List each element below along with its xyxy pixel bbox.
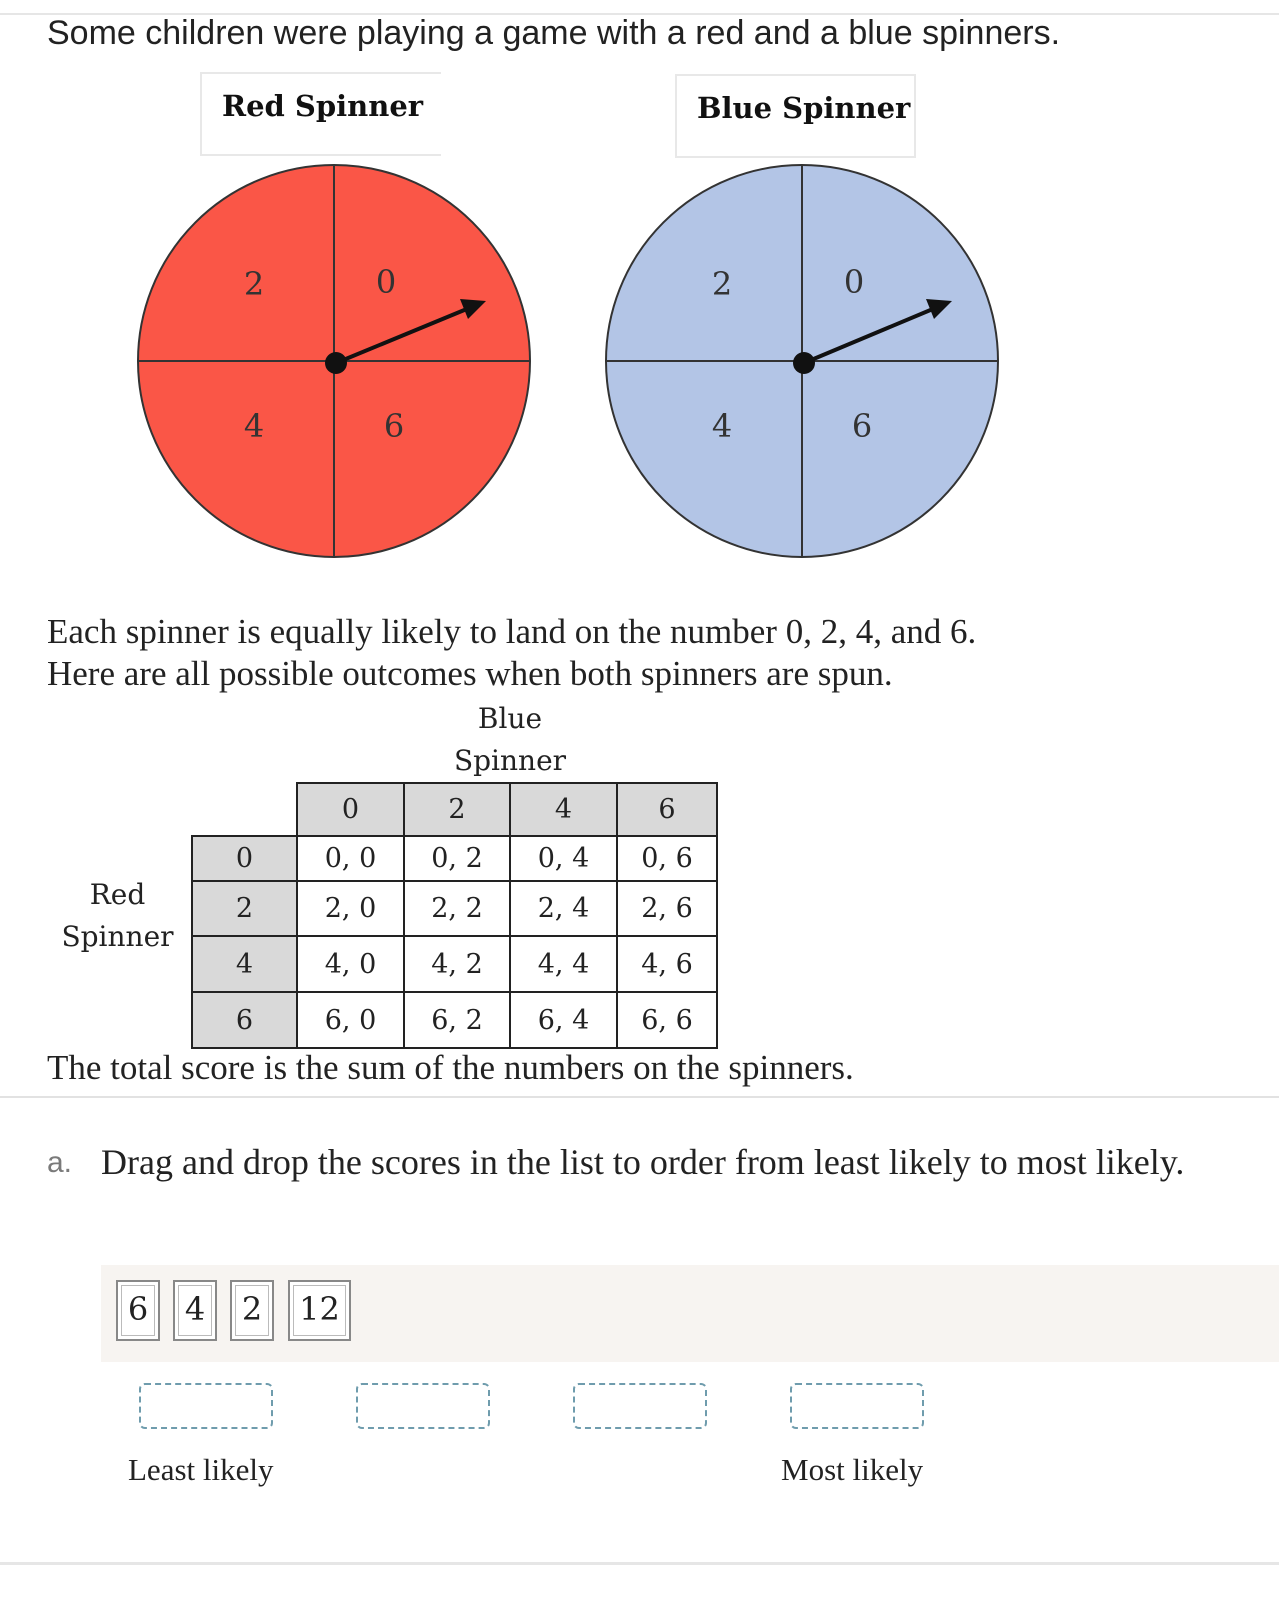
chip-label: 2 [241, 1290, 263, 1328]
blue-spinner-title: Blue Spinner [675, 74, 916, 158]
chip-label: 4 [184, 1290, 206, 1328]
col-header: 4 [510, 783, 617, 836]
blue-spinner [602, 161, 1000, 559]
blue-sector-label: 6 [851, 407, 873, 445]
score-chip-4[interactable] [173, 1280, 217, 1341]
question-text: Drag and drop the scores in the list to order from least likely to most likely. [101, 1142, 1185, 1182]
table-cell: 4, 6 [617, 936, 717, 992]
outcomes-intro-text: Here are all possible outcomes when both spinners are spun. [47, 654, 893, 693]
table-cell: 0, 2 [404, 836, 510, 881]
col-axis-line1: Blue [477, 702, 543, 735]
most-likely-label: Most likely [781, 1452, 924, 1487]
chip-label: 12 [299, 1290, 340, 1328]
section-divider [0, 1096, 1279, 1098]
col-axis-line2: Spinner [453, 744, 567, 777]
table-header-row [192, 783, 717, 836]
table-row [192, 836, 717, 881]
table-cell: 2, 4 [510, 881, 617, 936]
drop-zone-4[interactable] [790, 1383, 924, 1429]
score-chip-12[interactable] [288, 1280, 351, 1341]
table-row [192, 992, 717, 1048]
table-cell: 2, 6 [617, 881, 717, 936]
table-cell: 6, 2 [404, 992, 510, 1048]
row-header: 2 [192, 881, 297, 936]
outcomes-table [191, 782, 718, 1049]
row-header: 6 [192, 992, 297, 1048]
red-sector-label: 4 [243, 407, 265, 445]
equal-likelihood-text: Each spinner is equally likely to land on the number 0, 2, 4, and 6. [47, 612, 977, 651]
drag-source-tray [101, 1265, 1279, 1362]
row-header: 4 [192, 936, 297, 992]
table-cell: 6, 4 [510, 992, 617, 1048]
table-cell: 6, 6 [617, 992, 717, 1048]
drop-zone-3[interactable] [573, 1383, 707, 1429]
red-spinner-title: Red Spinner [200, 72, 441, 156]
row-axis-label [50, 874, 185, 958]
row-header: 0 [192, 836, 297, 881]
drop-zone-1[interactable] [139, 1383, 273, 1429]
blue-sector-label: 4 [711, 407, 733, 445]
total-score-text: The total score is the sum of the numbers on the spinners. [47, 1048, 854, 1087]
table-cell: 0, 6 [617, 836, 717, 881]
row-axis-line2: Spinner [61, 920, 174, 953]
table-cell: 4, 0 [297, 936, 404, 992]
red-sector-label: 0 [375, 263, 397, 301]
blue-sector-label: 2 [711, 265, 733, 303]
row-axis-line1: Red [89, 878, 146, 911]
table-row [192, 881, 717, 936]
red-sector-label: 6 [383, 407, 405, 445]
question-letter: a. [47, 1146, 73, 1179]
drop-zone-2[interactable] [356, 1383, 490, 1429]
col-axis-label [440, 698, 580, 782]
table-cell: 4, 4 [510, 936, 617, 992]
table-cell: 0, 0 [297, 836, 404, 881]
table-cell: 6, 0 [297, 992, 404, 1048]
col-header: 6 [617, 783, 717, 836]
table-cell: 2, 0 [297, 881, 404, 936]
table-row [192, 936, 717, 992]
score-chip-6[interactable] [116, 1280, 160, 1341]
least-likely-label: Least likely [128, 1452, 274, 1487]
red-sector-label: 2 [243, 265, 265, 303]
table-cell: 2, 2 [404, 881, 510, 936]
chip-label: 6 [127, 1290, 149, 1328]
blue-sector-label: 0 [843, 263, 865, 301]
bottom-divider [0, 1562, 1279, 1565]
table-cell: 4, 2 [404, 936, 510, 992]
red-spinner [134, 161, 532, 559]
col-header: 2 [404, 783, 510, 836]
score-chip-2[interactable] [230, 1280, 274, 1341]
col-header: 0 [297, 783, 404, 836]
intro-text: Some children were playing a game with a red and a blue spinners. [47, 14, 1061, 52]
table-cell: 0, 4 [510, 836, 617, 881]
